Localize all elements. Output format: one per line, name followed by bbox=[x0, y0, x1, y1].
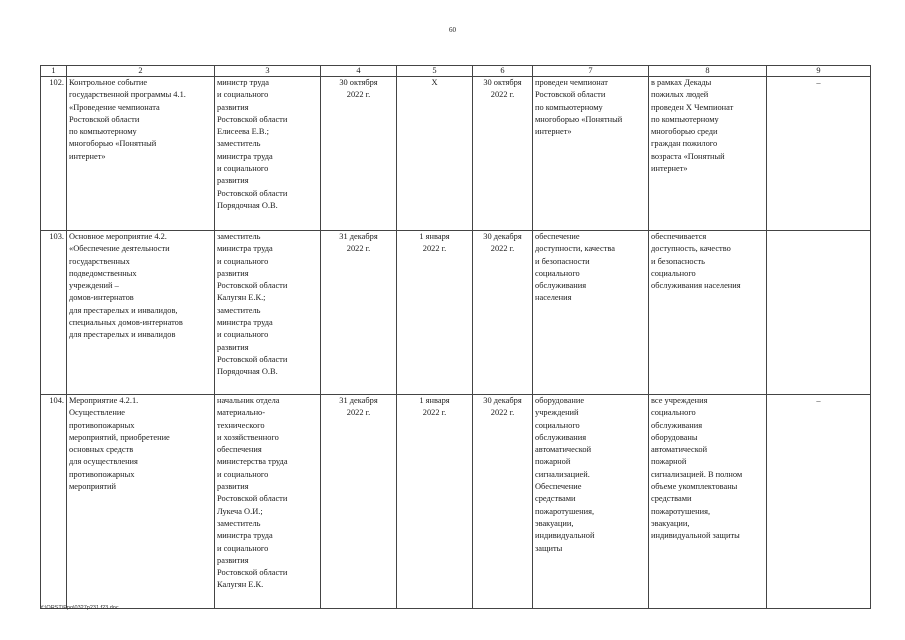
column-number-row bbox=[41, 66, 871, 77]
actual-result-cell: в рамках Декады пожилых людей проведен X Чемпионат по компьютерному многоборью среди граждан пожилого возраста «Понятный интернет» bbox=[649, 77, 767, 231]
column-5-cell: 1 января 2022 г. bbox=[397, 395, 473, 609]
notes-cell: – bbox=[767, 77, 871, 231]
actual-result-cell: обеспечивается доступность, качество и безопасность социального обслуживания населения bbox=[649, 231, 767, 395]
column-number: 5 bbox=[397, 66, 473, 77]
column-number: 1 bbox=[41, 66, 67, 77]
notes-cell bbox=[767, 231, 871, 395]
column-number: 7 bbox=[533, 66, 649, 77]
column-number: 9 bbox=[767, 66, 871, 77]
start-date-cell: 30 октября 2022 г. bbox=[321, 77, 397, 231]
start-date-cell: 31 декабря 2022 г. bbox=[321, 395, 397, 609]
expected-result-cell: обеспечение доступности, качества и безопасности социального обслуживания населения bbox=[533, 231, 649, 395]
column-number: 8 bbox=[649, 66, 767, 77]
column-5-cell: Х bbox=[397, 77, 473, 231]
event-name-cell: Мероприятие 4.2.1. Осуществление противопожарных мероприятий, приобретение основных средств для осуществления противопожарных мероприятий bbox=[67, 395, 215, 609]
expected-result-cell: оборудование учреждений социального обслуживания автоматической пожарной сигнализацией. Обеспечение средствами пожаротушения, эвакуации, индивидуальной защиты bbox=[533, 395, 649, 609]
row-number: 103. bbox=[41, 231, 67, 395]
responsible-cell: начальник отдела материально- технического и хозяйственного обеспечения министерства труда и социального развития Ростовской области Лукеча О.И.; заместитель министра труда и социального развития Ростовской области Калугян Е.К. bbox=[215, 395, 321, 609]
end-date-cell: 30 декабря 2022 г. bbox=[473, 395, 533, 609]
event-name-cell: Основное мероприятие 4.2. «Обеспечение деятельности государственных подведомственных учреждений – домов-интернатов для престарелых и инвалидов, специальных домов-интернатов для престарелых и инвалидов bbox=[67, 231, 215, 395]
event-name-cell: Контрольное событие государственной программы 4.1. «Проведение чемпионата Ростовской области по компьютерному многоборью «Понятный интернет» bbox=[67, 77, 215, 231]
page-number: 60 bbox=[449, 26, 456, 34]
expected-result-cell: проведен чемпионат Ростовской области по компьютерному многоборью «Понятный интернет» bbox=[533, 77, 649, 231]
table-row bbox=[41, 395, 871, 609]
actual-result-cell: все учреждения социального обслуживания оборудованы автоматической пожарной сигнализацией. В полном объеме укомплектованы средствами пожаротушения, эвакуации, индивидуальной защиты bbox=[649, 395, 767, 609]
file-path-footer: Y:\ORST\Ppo\0327p231.f23.doc bbox=[40, 605, 119, 611]
responsible-cell: заместитель министра труда и социального развития Ростовской области Калугян Е.К.; заместитель министра труда и социального развития Ростовской области Порядочная О.В. bbox=[215, 231, 321, 395]
end-date-cell: 30 октября 2022 г. bbox=[473, 77, 533, 231]
responsible-cell: министр труда и социального развития Ростовской области Елисеева Е.В.; заместитель министра труда и социального развития Ростовской области Порядочная О.В. bbox=[215, 77, 321, 231]
end-date-cell: 30 декабря 2022 г. bbox=[473, 231, 533, 395]
column-number: 6 bbox=[473, 66, 533, 77]
column-number: 3 bbox=[215, 66, 321, 77]
notes-cell: – bbox=[767, 395, 871, 609]
table-row bbox=[41, 77, 871, 231]
start-date-cell: 31 декабря 2022 г. bbox=[321, 231, 397, 395]
column-number: 4 bbox=[321, 66, 397, 77]
row-number: 102. bbox=[41, 77, 67, 231]
events-table bbox=[40, 65, 871, 609]
row-number: 104. bbox=[41, 395, 67, 609]
table-row bbox=[41, 231, 871, 395]
column-number: 2 bbox=[67, 66, 215, 77]
column-5-cell: 1 января 2022 г. bbox=[397, 231, 473, 395]
